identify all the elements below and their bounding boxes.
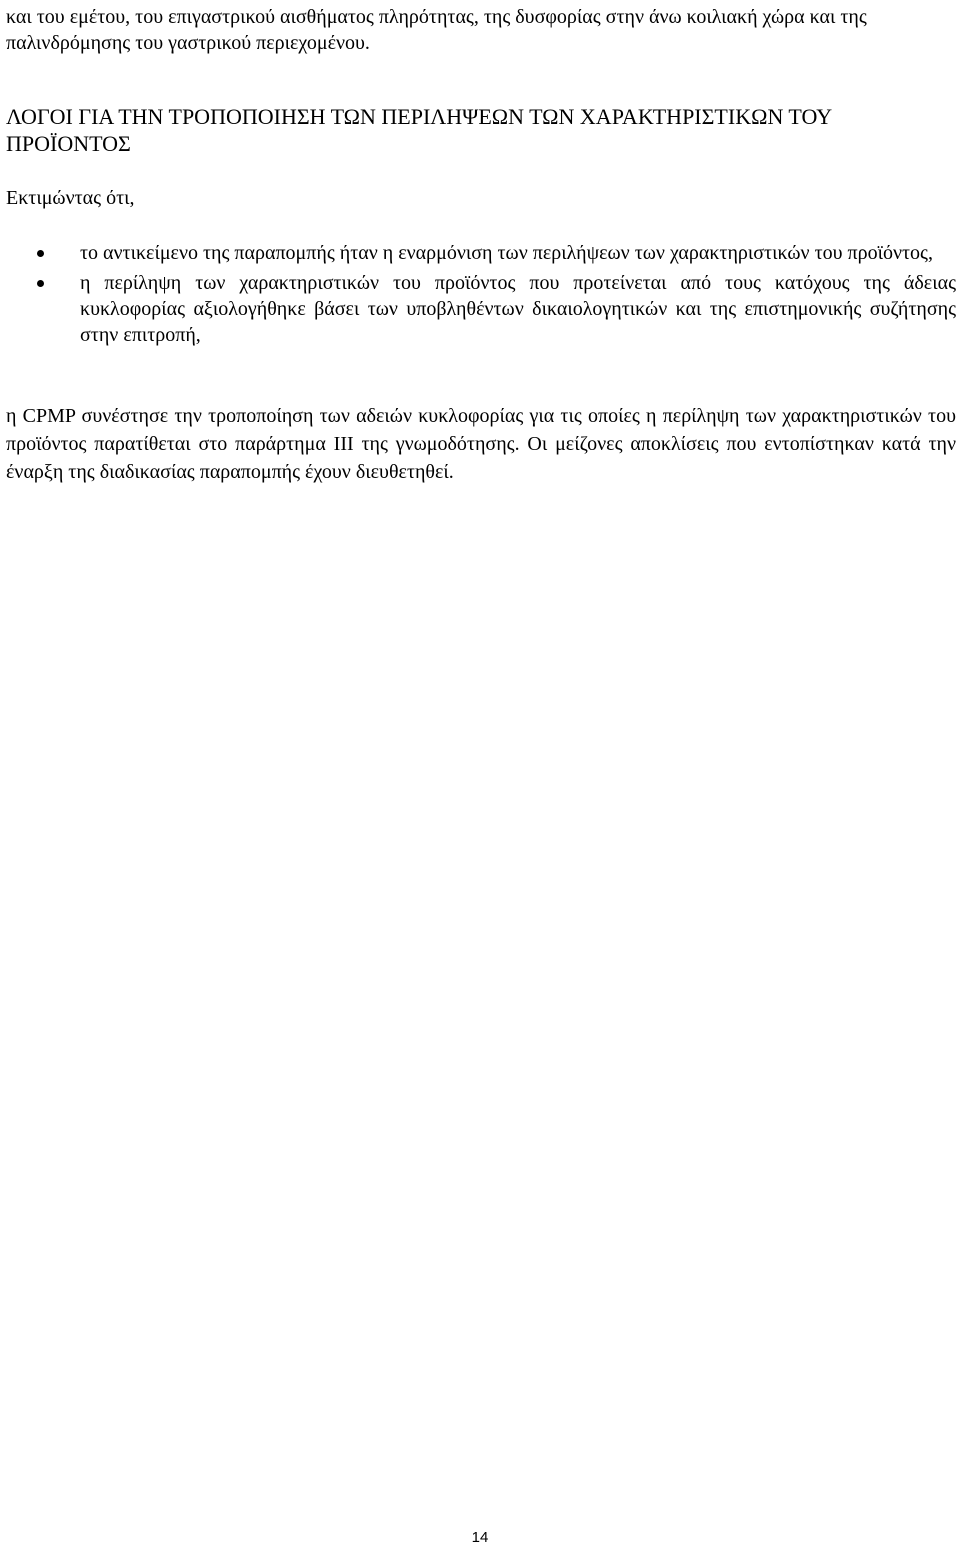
bullet-icon [37, 280, 44, 287]
bullet-text: το αντικείμενο της παραπομπής ήταν η εναρμόνιση των περιλήψεων των χαρακτηριστικών του προϊόντος, [80, 242, 933, 264]
bullet-list [6, 240, 956, 352]
intro-paragraph: και του εμέτου, του επιγαστρικού αισθήματος πληρότητας, της δυσφορίας στην άνω κοιλιακή χώρα και της παλινδρόμησης του γαστρικού περιεχομένου. [6, 6, 867, 54]
conclusion-paragraph: η CPMP συνέστησε την τροποποίηση των αδειών κυκλοφορίας για τις οποίες η περίληψη των χαρακτηριστικών του προϊόντος παρατίθεται στο παράρτημα III της γνωμοδότησης. Οι μείζονες αποκλίσεις που εντοπίστηκαν κατά την έναρξη της διαδικασίας παραπομπής έχουν διευθετηθεί. [6, 405, 956, 483]
page-number: 14 [471, 1529, 489, 1546]
bullet-icon [37, 250, 44, 257]
lead-paragraph: Εκτιμώντας ότι, [6, 187, 135, 209]
section-heading: ΛΟΓΟΙ ΓΙΑ ΤΗΝ ΤΡΟΠΟΠΟΙΗΣΗ ΤΩΝ ΠΕΡΙΛΗΨΕΩΝ ΤΩΝ ΧΑΡΑΚΤΗΡΙΣΤΙΚΩΝ ΤΟΥ ΠΡΟΪΟΝΤΟΣ [6, 104, 832, 156]
list-item [6, 270, 956, 348]
list-item [6, 240, 956, 266]
bullet-text: η περίληψη των χαρακτηριστικών του προϊόντος που προτείνεται από τους κατόχους της άδειας κυκλοφορίας αξιολογήθηκε βάσει των υποβληθέντων δικαιολογητικών και της επιστημονικής συζήτησης στην επιτροπή, [80, 272, 956, 346]
